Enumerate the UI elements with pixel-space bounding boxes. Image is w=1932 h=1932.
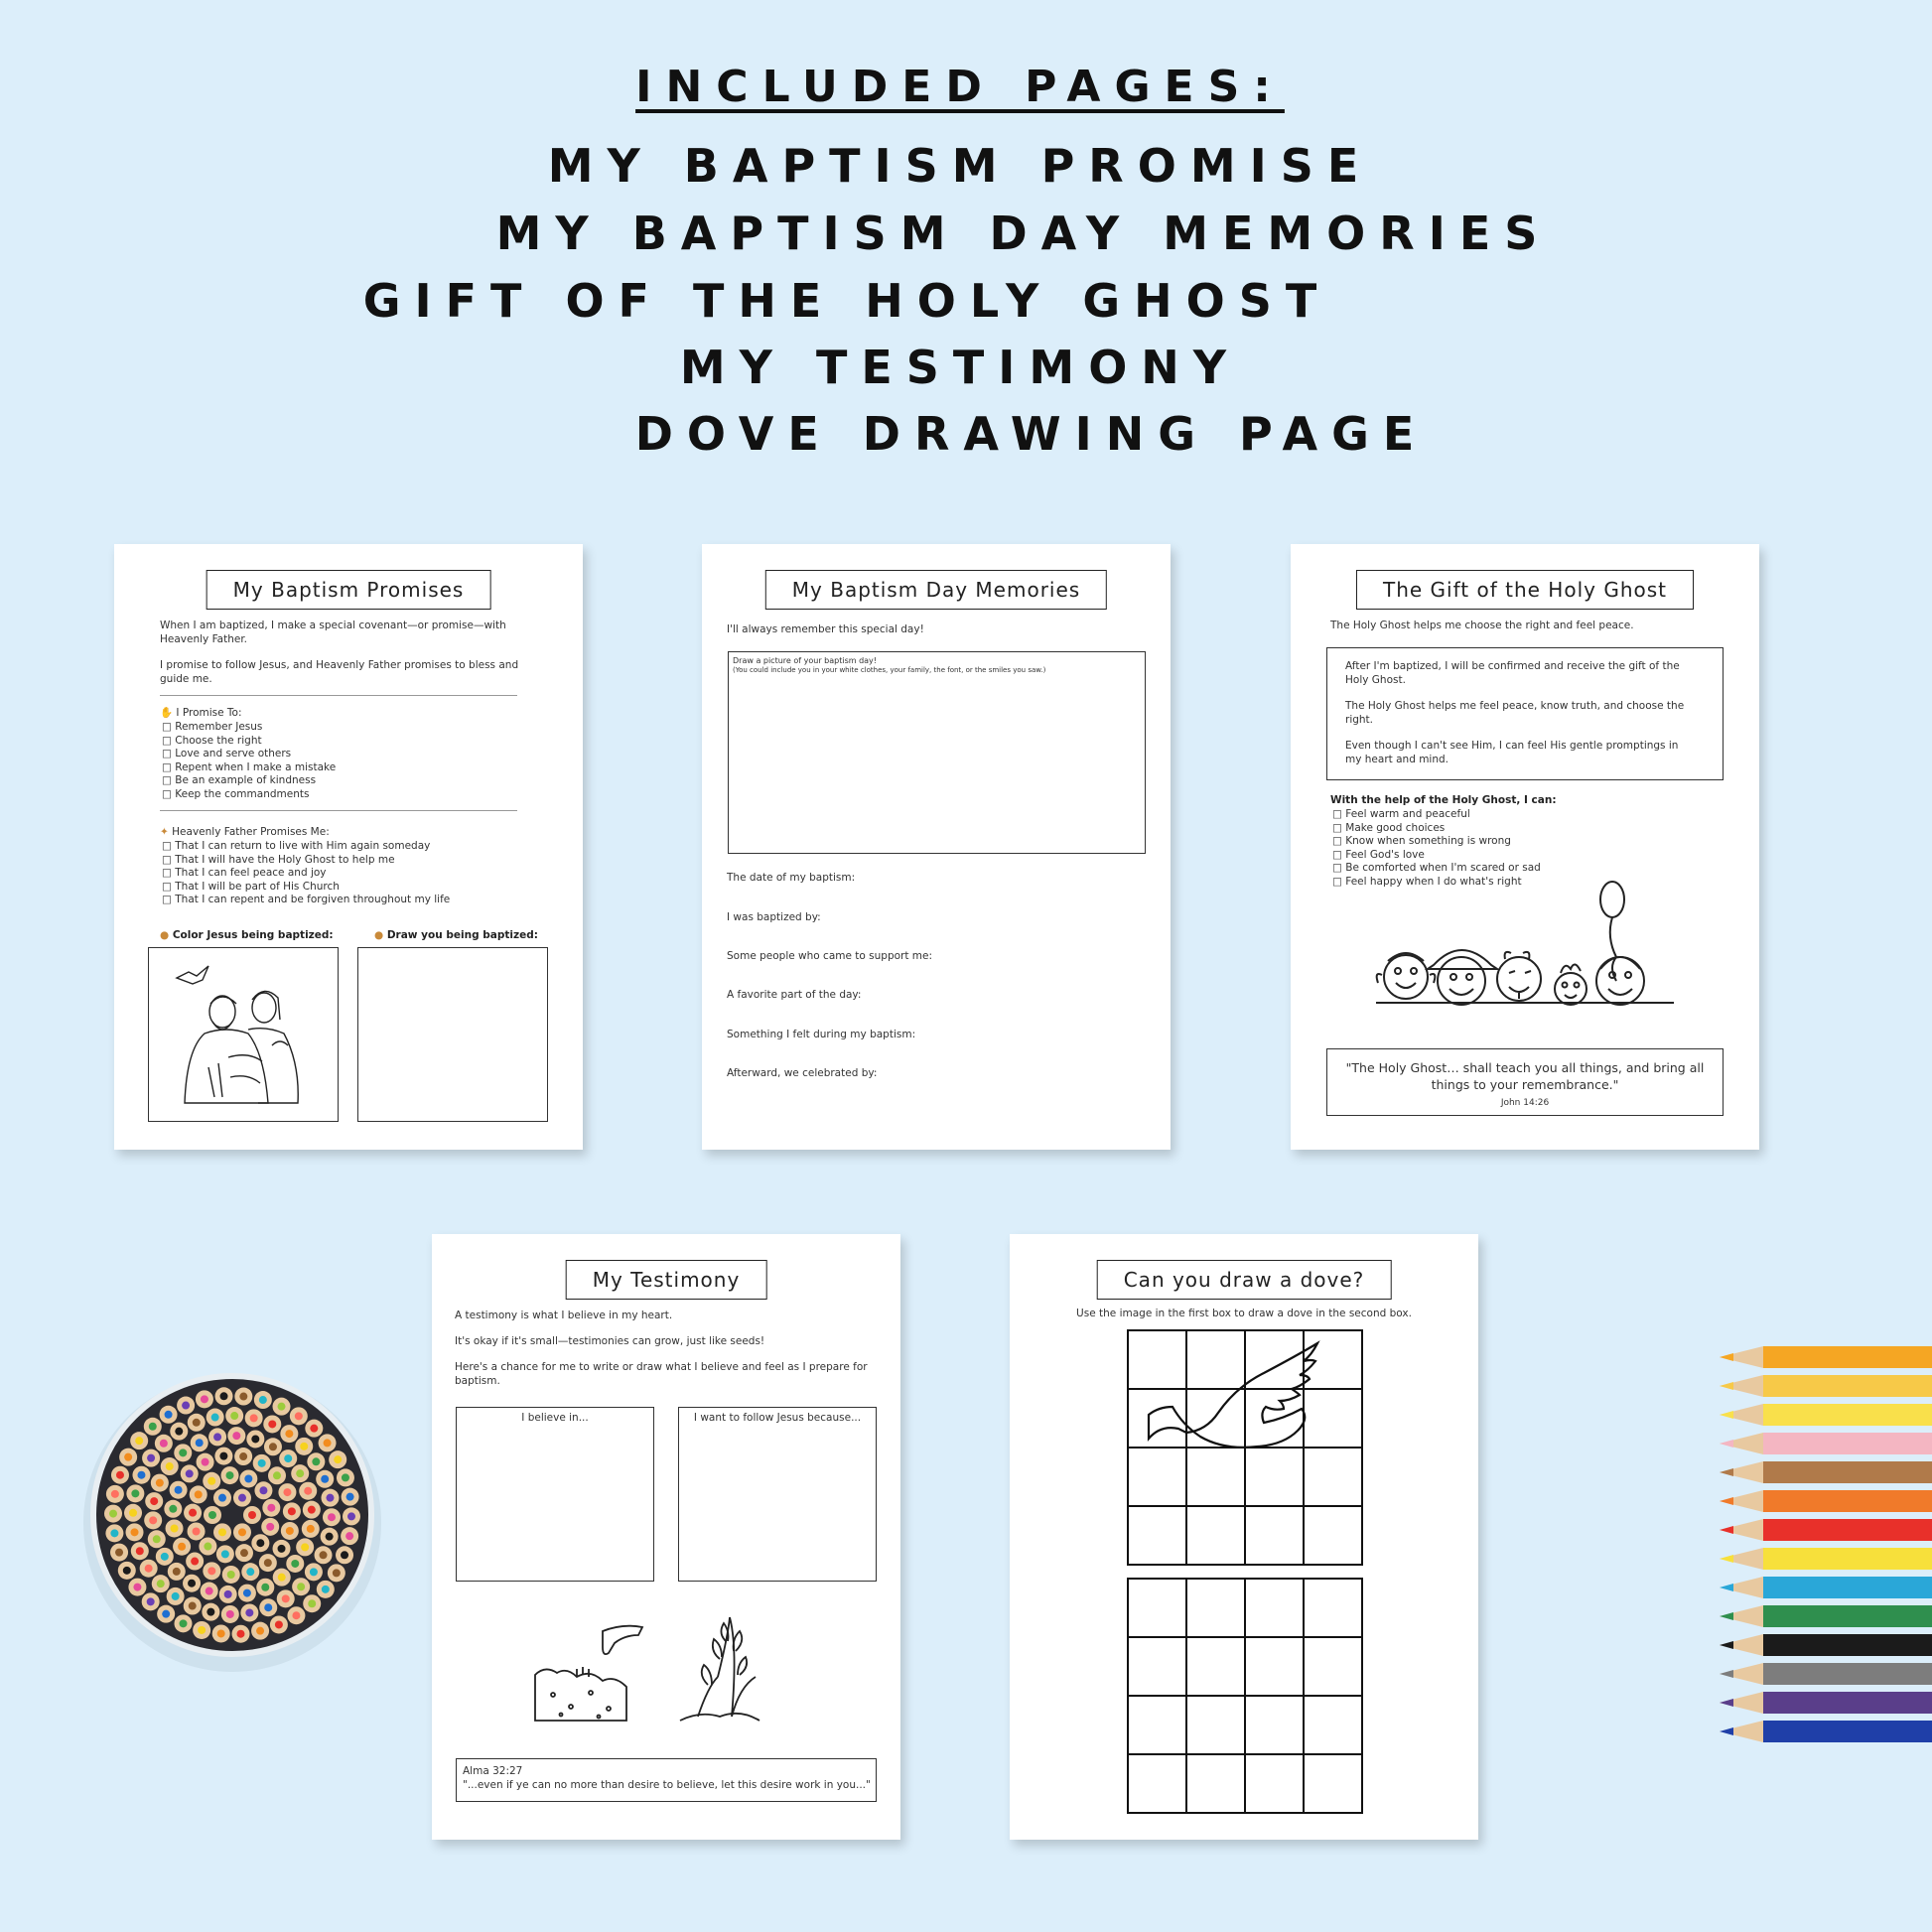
pencil-tip	[254, 1391, 272, 1409]
pencil-tip	[296, 1538, 314, 1556]
holy-ghost-list	[1332, 808, 1541, 889]
page-title: My Baptism Promises	[207, 570, 491, 610]
pencil-tip	[239, 1469, 257, 1487]
info-paragraph: The Holy Ghost helps me feel peace, know truth, and choose the right.	[1345, 700, 1685, 726]
prompt-baptized-by: I was baptized by:	[727, 911, 821, 923]
pencil-tip	[305, 1420, 323, 1438]
intro-text: When I am baptized, I make a special covenant—or promise—with Heavenly Father.	[160, 620, 506, 645]
pencil-tip	[184, 1504, 202, 1522]
pencil-tip	[225, 1407, 243, 1425]
pencil-tip	[197, 1453, 214, 1471]
pencil-tip	[161, 1457, 179, 1475]
pencil-tip	[336, 1546, 353, 1564]
pencil-tip	[170, 1481, 188, 1499]
pencil-tip	[259, 1598, 277, 1616]
pencil	[1720, 1548, 1932, 1570]
pencil	[1720, 1461, 1932, 1483]
instruction-text: Use the image in the first box to draw a dove in the second box.	[1076, 1308, 1412, 1319]
pencil-tip	[181, 1464, 199, 1482]
pencil-tip	[342, 1488, 359, 1506]
pencil-tip	[263, 1415, 281, 1433]
page-baptism-day-memories	[702, 544, 1171, 1150]
pencil-tip	[278, 1483, 296, 1501]
header-item-testimony: MY TESTIMONY	[679, 341, 1241, 394]
list-item: □ Love and serve others	[162, 748, 292, 759]
drawing-box[interactable]	[728, 651, 1146, 854]
pencil-tip	[188, 1522, 206, 1540]
pencil-tip	[190, 1485, 207, 1503]
drawing-box[interactable]	[357, 947, 548, 1122]
pencil-tip	[341, 1527, 358, 1545]
pencil-tip	[287, 1606, 305, 1624]
pencil	[1720, 1634, 1932, 1656]
prompt-feeling: Something I felt during my baptism:	[727, 1029, 916, 1040]
pencil-tip	[170, 1423, 188, 1441]
page-baptism-promises	[114, 544, 583, 1150]
page-title: Can you draw a dove?	[1097, 1260, 1392, 1300]
pencil-tip	[317, 1581, 335, 1598]
pencil-tip	[131, 1542, 149, 1560]
pencil-cup-illustration	[73, 1356, 391, 1674]
pencil-tip	[208, 1428, 226, 1446]
pencil-tip	[292, 1578, 310, 1595]
pencil-tip	[291, 1464, 309, 1482]
page-title: My Testimony	[566, 1260, 767, 1300]
pencil-tip	[166, 1519, 184, 1537]
pencil-tip	[303, 1594, 321, 1612]
list-item: □ That I can repent and be forgiven throughout my life	[162, 894, 451, 905]
pencil-tip	[221, 1605, 239, 1623]
pencil-tip	[323, 1508, 341, 1526]
pencil-tip	[151, 1474, 169, 1492]
pencil-tip	[191, 1434, 208, 1451]
pencil-tip	[253, 1454, 271, 1472]
header-item-baptism-day-memories: MY BAPTISM DAY MEMORIES	[495, 207, 1552, 260]
draw-label: Draw you being baptized:	[386, 929, 538, 941]
pencil-tip	[283, 1502, 301, 1520]
pencil-tip	[227, 1427, 245, 1445]
list-item: □ Be comforted when I'm scared or sad	[1332, 862, 1541, 874]
pencil-tip	[105, 1524, 123, 1542]
pencil-tip	[343, 1507, 360, 1525]
list-heading: I Promise To:	[176, 707, 242, 719]
list-item: □ Make good choices	[1332, 821, 1446, 834]
pencil-tip	[299, 1482, 317, 1500]
pencil-tip	[302, 1520, 320, 1538]
pencil-tip	[262, 1499, 280, 1517]
pencil	[1720, 1433, 1932, 1454]
pencil-tip	[234, 1388, 252, 1406]
intro-text: A testimony is what I believe in my heart.	[455, 1310, 673, 1321]
pencil-tip	[277, 1589, 295, 1607]
hands-icon: ✦	[160, 826, 169, 838]
pencil	[1720, 1663, 1932, 1685]
pencil	[1720, 1490, 1932, 1512]
quote-reference: John 14:26	[1500, 1098, 1550, 1108]
pencil-tip	[256, 1579, 274, 1596]
colored-pencils-illustration	[1720, 1336, 1932, 1753]
list-item: □ Keep the commandments	[162, 787, 310, 800]
list-item: □ Repent when I make a mistake	[162, 760, 337, 773]
pencil-tip	[234, 1448, 252, 1465]
pencil-tip	[251, 1622, 269, 1640]
pencil-tip	[270, 1615, 288, 1633]
pencil-tip	[152, 1575, 170, 1592]
pencil-tip	[118, 1562, 136, 1580]
list-item: □ Choose the right	[162, 734, 262, 747]
pencil-tip	[329, 1450, 346, 1468]
list-item: □ Feel God's love	[1332, 848, 1425, 861]
pencil-tip	[328, 1564, 345, 1582]
pencil	[1720, 1721, 1932, 1742]
box-label: I want to follow Jesus because...	[693, 1412, 862, 1424]
pencil-tip	[144, 1418, 162, 1436]
children-illustration	[1366, 878, 1684, 1027]
pencil-tip	[268, 1466, 286, 1484]
pencil-tip	[128, 1579, 146, 1596]
intro-text: It's okay if it's small—testimonies can grow, just like seeds!	[455, 1335, 765, 1347]
header-item-baptism-promise: MY BAPTISM PROMISE	[547, 139, 1373, 193]
pencil-tip	[231, 1625, 249, 1643]
pencil-tip	[321, 1528, 339, 1546]
pencil-tip	[203, 1472, 220, 1490]
pencil-tip	[188, 1414, 206, 1432]
page-title: The Gift of the Holy Ghost	[1356, 570, 1694, 610]
hand-icon: ✋	[160, 707, 174, 719]
pencil-tip	[261, 1518, 279, 1536]
pencil-tip	[132, 1466, 150, 1484]
jesus-baptism-illustration	[149, 948, 338, 1121]
pencil-tip	[160, 1406, 178, 1424]
pencil-tip	[281, 1522, 299, 1540]
prompt-celebration: Afterward, we celebrated by:	[727, 1067, 878, 1079]
pencil-tip	[119, 1449, 137, 1466]
pencil-tip	[148, 1530, 166, 1548]
pencil-tip	[156, 1548, 174, 1566]
intro-text: The Holy Ghost helps me choose the right and feel peace.	[1330, 620, 1634, 631]
pencil-tip	[207, 1409, 224, 1427]
crayon-icon: ●	[160, 929, 170, 941]
dove-reference-grid	[1127, 1329, 1365, 1568]
pencil-tip	[199, 1538, 216, 1556]
pencil-tip	[106, 1485, 124, 1503]
scripture-box	[456, 1758, 877, 1802]
pencil-tip	[215, 1387, 233, 1405]
pencil-tip	[204, 1506, 221, 1524]
pencil-tip	[183, 1575, 201, 1592]
pencil-tip	[216, 1545, 234, 1563]
pencil-tip	[319, 1434, 337, 1451]
pencil-tip	[196, 1390, 213, 1408]
pencil-tip	[273, 1569, 291, 1587]
pencil-tip	[243, 1506, 261, 1524]
pencil-tip	[145, 1492, 163, 1510]
pencil-tip	[124, 1504, 142, 1522]
pencil-tip	[273, 1398, 291, 1416]
page-my-testimony	[432, 1234, 900, 1840]
list-item: □ Feel warm and peaceful	[1332, 808, 1470, 820]
pencil-tip	[305, 1563, 323, 1581]
prompt-date: The date of my baptism:	[727, 872, 856, 884]
list-item: □ That I will have the Holy Ghost to help me	[162, 853, 395, 866]
divider	[160, 810, 517, 811]
dove-outline	[1149, 1343, 1317, 1448]
intro-text: I promise to follow Jesus, and Heavenly Father promises to bless and guide me.	[160, 659, 519, 685]
pencil-tip	[155, 1435, 173, 1452]
pencil-tip	[233, 1523, 251, 1541]
pencil-tip	[157, 1605, 175, 1623]
pencil-tip	[213, 1523, 231, 1541]
info-box	[1326, 647, 1724, 780]
pencil-tip	[140, 1560, 158, 1578]
pencil-tip	[167, 1587, 185, 1605]
quote-text: "The Holy Ghost… shall teach you all things, and bring all things to your remembrance."	[1345, 1060, 1705, 1092]
pencil	[1720, 1577, 1932, 1598]
pencil-tip	[235, 1544, 253, 1562]
list-item: □ Know when something is wrong	[1332, 835, 1511, 847]
divider	[160, 695, 517, 696]
info-paragraph: Even though I can't see Him, I can feel His gentle promptings in my heart and mind.	[1345, 740, 1679, 765]
pencil	[1720, 1375, 1932, 1397]
pencil-tip	[144, 1511, 162, 1529]
coloring-box[interactable]	[148, 947, 339, 1122]
pencil-tip	[245, 1409, 263, 1427]
list-item: □ Remember Jesus	[162, 721, 263, 733]
pencil-tip	[221, 1466, 239, 1484]
pencil-tip	[279, 1449, 297, 1467]
list-heading: With the help of the Holy Ghost, I can:	[1330, 794, 1557, 806]
pencil	[1720, 1404, 1932, 1426]
intro-text: I'll always remember this special day!	[727, 623, 924, 635]
prompt-supporters: Some people who came to support me:	[727, 950, 933, 962]
belief-box[interactable]	[456, 1407, 654, 1582]
pencil-tip	[184, 1597, 202, 1615]
pencil-tip	[213, 1489, 231, 1507]
pencil-tip	[315, 1546, 333, 1564]
pencil-tip	[222, 1566, 240, 1584]
pencil-tip	[202, 1603, 219, 1621]
pencil-tip	[233, 1489, 251, 1507]
pencil-tip	[203, 1562, 220, 1580]
pencil-tip	[238, 1585, 256, 1602]
pencil-tip	[201, 1583, 218, 1600]
pencil-tip	[254, 1481, 272, 1499]
pencil-tip	[164, 1500, 182, 1518]
header-item-holy-ghost: GIFT OF THE HOLY GHOST	[362, 274, 1331, 328]
pencil-tip	[273, 1540, 291, 1558]
pencil-tip	[259, 1554, 277, 1572]
pencil-tip	[173, 1538, 191, 1556]
pencil-tip	[126, 1484, 144, 1502]
header-title: INCLUDED PAGES:	[635, 62, 1285, 112]
pencil-tip	[295, 1438, 313, 1455]
pencil-tip	[219, 1586, 237, 1603]
pencil-tip	[126, 1523, 144, 1541]
pencil-tip	[264, 1438, 282, 1455]
page-gift-of-holy-ghost	[1291, 544, 1759, 1150]
pencil	[1720, 1346, 1932, 1368]
pencil-tip	[240, 1603, 258, 1621]
pencil-tip	[321, 1489, 339, 1507]
pencil-tip	[142, 1449, 160, 1467]
pencil-tip	[307, 1452, 325, 1470]
page-dove-drawing	[1010, 1234, 1478, 1840]
pencil-tip	[214, 1448, 232, 1465]
intro-text: Here's a chance for me to write or draw what I believe and feel as I prepare for baptism.	[455, 1361, 868, 1387]
crayon-icon: ●	[374, 929, 384, 941]
pencil-tip	[130, 1432, 148, 1449]
color-label: Color Jesus being baptized:	[172, 929, 334, 941]
pencil-tip	[168, 1563, 186, 1581]
follow-jesus-box[interactable]	[678, 1407, 877, 1582]
list-item: □ That I can return to live with Him again someday	[162, 840, 431, 852]
pencil-tip	[186, 1553, 204, 1571]
info-paragraph: After I'm baptized, I will be confirmed and receive the gift of the Holy Ghost.	[1345, 660, 1680, 686]
list-item: □ That I can feel peace and joy	[162, 867, 327, 879]
pencil-tip	[246, 1430, 264, 1448]
list-item: □ Feel happy when I do what's right	[1332, 875, 1522, 888]
pencil-tip	[174, 1444, 192, 1461]
pencil-tip	[337, 1468, 354, 1486]
pencil-tip	[177, 1397, 195, 1415]
list-item: □ Be an example of kindness	[162, 774, 317, 786]
pencil-tip	[193, 1621, 210, 1639]
empty-drawing-grid[interactable]	[1127, 1578, 1365, 1816]
pencil-tip	[174, 1614, 192, 1632]
pencil-tip	[111, 1466, 129, 1484]
scripture-reference: Alma 32:27	[463, 1765, 523, 1777]
pencil-tip	[110, 1544, 128, 1562]
pencil-tip	[251, 1534, 269, 1552]
box-instruction: Draw a picture of your baptism day!	[733, 656, 877, 665]
promise-list	[162, 840, 450, 907]
pencil-tip	[286, 1555, 304, 1573]
pencil	[1720, 1605, 1932, 1627]
pencil-tip	[316, 1470, 334, 1488]
pencil-tip	[142, 1592, 160, 1610]
box-hint: (You could include you in your white clothes, your family, the font, or the smiles you saw.)	[733, 666, 1046, 674]
pencil-tip	[290, 1407, 308, 1425]
pencil	[1720, 1692, 1932, 1714]
pencil-tip	[212, 1624, 230, 1642]
pencil-tip	[241, 1563, 259, 1581]
pencil-tip	[280, 1425, 298, 1443]
list-heading: Heavenly Father Promises Me:	[172, 826, 330, 838]
prompt-favorite-part: A favorite part of the day:	[727, 989, 862, 1001]
pencil-tip	[303, 1501, 321, 1519]
pencil	[1720, 1519, 1932, 1541]
header-item-dove-drawing: DOVE DRAWING PAGE	[634, 407, 1429, 461]
promise-list	[162, 721, 336, 801]
list-item: □ That I will be part of His Church	[162, 880, 340, 893]
pencil-tip	[104, 1505, 122, 1523]
quote-box	[1326, 1048, 1724, 1116]
seed-planting-illustration	[531, 1611, 809, 1730]
box-label: I believe in...	[521, 1412, 589, 1424]
scripture-text: "...even if ye can no more than desire to believe, let this desire work in you..."	[463, 1779, 871, 1791]
page-title: My Baptism Day Memories	[765, 570, 1107, 610]
